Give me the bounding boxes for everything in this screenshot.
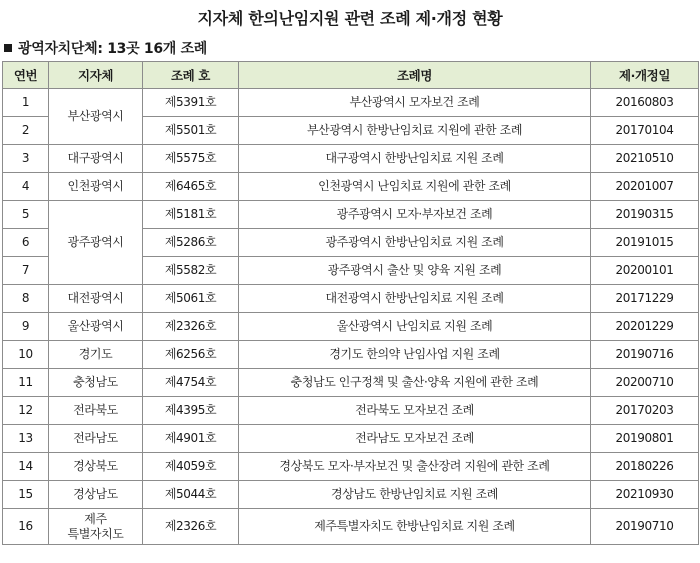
cell-ordinance-number: 제4059호 — [143, 453, 239, 481]
cell-ordinance-number: 제2326호 — [143, 313, 239, 341]
cell-ordinance-name: 경상북도 모자·부자보건 및 출산장려 지원에 관한 조례 — [239, 453, 591, 481]
col-header-ordinance-name: 조례명 — [239, 62, 591, 89]
cell-ordinance-number: 제6256호 — [143, 341, 239, 369]
table-row — [3, 369, 699, 397]
cell-no: 11 — [3, 369, 49, 397]
cell-no: 15 — [3, 481, 49, 509]
cell-region: 인천광역시 — [49, 173, 143, 201]
cell-region: 부산광역시 — [49, 89, 143, 145]
cell-date: 20171229 — [591, 285, 699, 313]
cell-date: 20210930 — [591, 481, 699, 509]
cell-no: 13 — [3, 425, 49, 453]
cell-ordinance-number: 제5582호 — [143, 257, 239, 285]
table-row — [3, 481, 699, 509]
cell-ordinance-number: 제4901호 — [143, 425, 239, 453]
cell-ordinance-name: 광주광역시 출산 및 양육 지원 조례 — [239, 257, 591, 285]
cell-date: 20190801 — [591, 425, 699, 453]
col-header-no: 연번 — [3, 62, 49, 89]
square-bullet-icon — [4, 44, 12, 52]
cell-ordinance-number: 제5501호 — [143, 117, 239, 145]
cell-region: 울산광역시 — [49, 313, 143, 341]
cell-ordinance-name: 광주광역시 모자·부자보건 조례 — [239, 201, 591, 229]
cell-ordinance-name: 제주특별자치도 한방난임치료 지원 조례 — [239, 509, 591, 545]
cell-date: 20190710 — [591, 509, 699, 545]
cell-date: 20190716 — [591, 341, 699, 369]
section-heading — [4, 38, 207, 58]
cell-date: 20190315 — [591, 201, 699, 229]
cell-no: 16 — [3, 509, 49, 545]
cell-date: 20170203 — [591, 397, 699, 425]
cell-ordinance-number: 제4754호 — [143, 369, 239, 397]
cell-ordinance-number: 제5575호 — [143, 145, 239, 173]
cell-ordinance-name: 인천광역시 난임치료 지원에 관한 조례 — [239, 173, 591, 201]
col-header-ordinance-number: 조례 호 — [143, 62, 239, 89]
cell-date: 20200710 — [591, 369, 699, 397]
cell-ordinance-number: 제5286호 — [143, 229, 239, 257]
table-row — [3, 341, 699, 369]
cell-no: 7 — [3, 257, 49, 285]
table-row — [3, 509, 699, 545]
cell-region: 전라남도 — [49, 425, 143, 453]
cell-no: 12 — [3, 397, 49, 425]
cell-ordinance-number: 제2326호 — [143, 509, 239, 545]
cell-ordinance-name: 대구광역시 한방난임치료 지원 조례 — [239, 145, 591, 173]
cell-date: 20210510 — [591, 145, 699, 173]
cell-ordinance-name: 대전광역시 한방난임치료 지원 조례 — [239, 285, 591, 313]
cell-region: 광주광역시 — [49, 201, 143, 285]
cell-no: 14 — [3, 453, 49, 481]
cell-date: 20160803 — [591, 89, 699, 117]
cell-region-line-2: 특별자치도 — [67, 526, 124, 541]
table-row — [3, 313, 699, 341]
cell-no: 6 — [3, 229, 49, 257]
cell-region: 대전광역시 — [49, 285, 143, 313]
cell-ordinance-name: 충청남도 인구정책 및 출산·양육 지원에 관한 조례 — [239, 369, 591, 397]
cell-region: 대구광역시 — [49, 145, 143, 173]
cell-region — [49, 509, 143, 545]
cell-ordinance-number: 제5061호 — [143, 285, 239, 313]
cell-ordinance-name: 경기도 한의약 난임사업 지원 조례 — [239, 341, 591, 369]
cell-region: 전라북도 — [49, 397, 143, 425]
cell-no: 3 — [3, 145, 49, 173]
cell-no: 10 — [3, 341, 49, 369]
table-header-row — [3, 62, 699, 89]
ordinance-table — [2, 61, 699, 545]
cell-ordinance-name: 전라남도 모자보건 조례 — [239, 425, 591, 453]
cell-ordinance-name: 부산광역시 한방난임치료 지원에 관한 조례 — [239, 117, 591, 145]
cell-date: 20170104 — [591, 117, 699, 145]
table-row — [3, 397, 699, 425]
cell-no: 5 — [3, 201, 49, 229]
table-row — [3, 453, 699, 481]
cell-ordinance-number: 제6465호 — [143, 173, 239, 201]
cell-ordinance-name: 경상남도 한방난임치료 지원 조례 — [239, 481, 591, 509]
cell-ordinance-number: 제5044호 — [143, 481, 239, 509]
cell-no: 8 — [3, 285, 49, 313]
cell-no: 9 — [3, 313, 49, 341]
cell-ordinance-number: 제5391호 — [143, 89, 239, 117]
table-row — [3, 425, 699, 453]
cell-ordinance-number: 제4395호 — [143, 397, 239, 425]
cell-no: 2 — [3, 117, 49, 145]
cell-date: 20200101 — [591, 257, 699, 285]
col-header-region: 지자체 — [49, 62, 143, 89]
cell-region-line-1: 제주 — [84, 511, 107, 526]
cell-region: 경기도 — [49, 341, 143, 369]
cell-region: 경상북도 — [49, 453, 143, 481]
table-row — [3, 89, 699, 117]
cell-ordinance-name: 울산광역시 난임치료 지원 조례 — [239, 313, 591, 341]
col-header-date: 제·개정일 — [591, 62, 699, 89]
cell-region: 충청남도 — [49, 369, 143, 397]
cell-region: 경상남도 — [49, 481, 143, 509]
cell-no: 1 — [3, 89, 49, 117]
cell-ordinance-number: 제5181호 — [143, 201, 239, 229]
cell-ordinance-name: 전라북도 모자보건 조례 — [239, 397, 591, 425]
cell-date: 20191015 — [591, 229, 699, 257]
table-row — [3, 285, 699, 313]
cell-date: 20201229 — [591, 313, 699, 341]
table-row — [3, 201, 699, 229]
table-row — [3, 173, 699, 201]
cell-no: 4 — [3, 173, 49, 201]
cell-ordinance-name: 광주광역시 한방난임치료 지원 조례 — [239, 229, 591, 257]
cell-date: 20201007 — [591, 173, 699, 201]
table-row — [3, 145, 699, 173]
cell-date: 20180226 — [591, 453, 699, 481]
document-title: 지자체 한의난임지원 관련 조례 제·개정 현황 — [197, 9, 503, 28]
section-heading-text: 광역자치단체: 13곳 16개 조례 — [18, 41, 208, 57]
cell-ordinance-name: 부산광역시 모자보건 조례 — [239, 89, 591, 117]
